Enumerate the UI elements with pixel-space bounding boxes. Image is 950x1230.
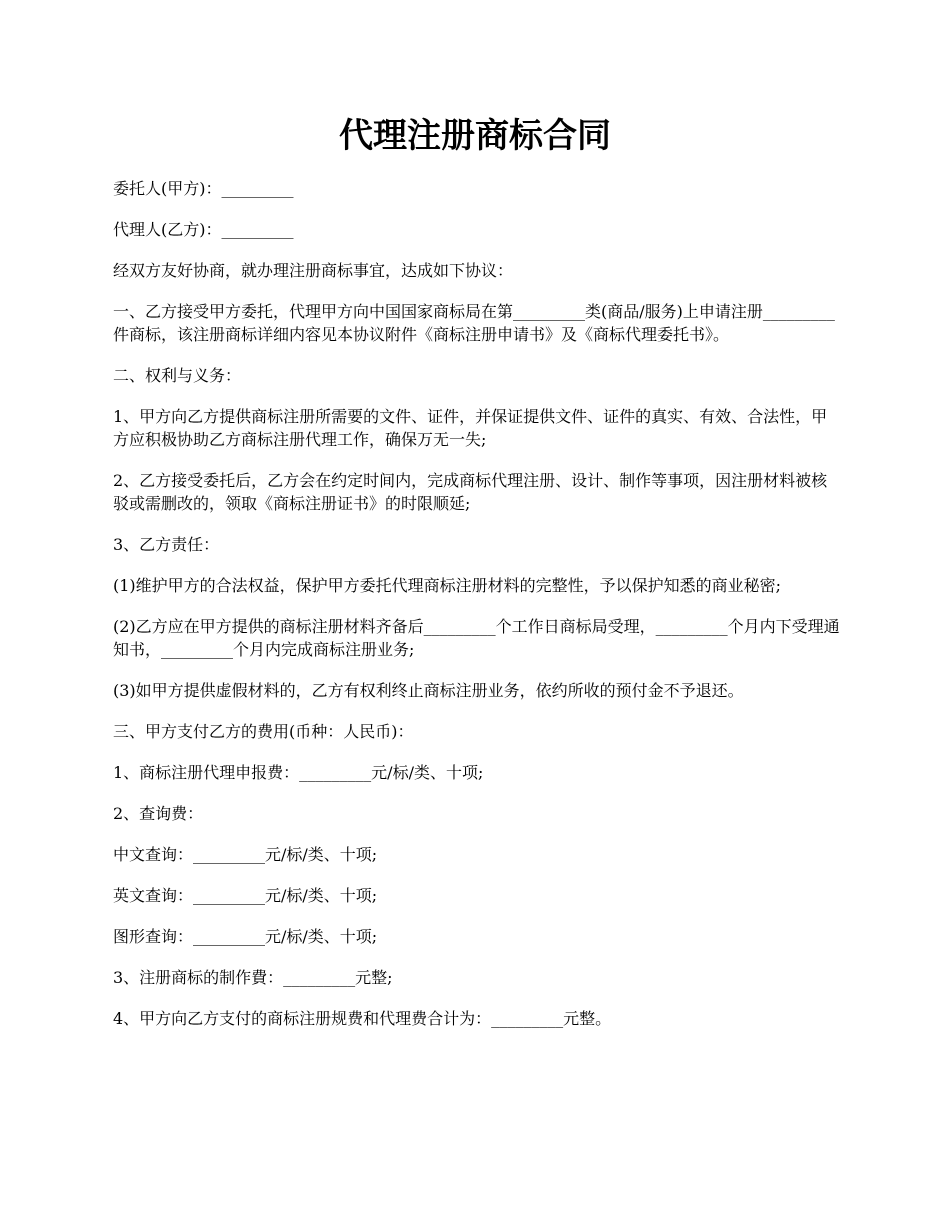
paragraph-item-2-3-heading: 3、乙方责任： — [113, 535, 220, 554]
paragraph-fee-2-chinese: 中文查询：_________元/标/类、十项; — [113, 845, 378, 864]
document-body — [113, 177, 843, 1048]
paragraph-fee-3: 3、注册商标的制作費：_________元整; — [113, 968, 393, 987]
paragraph-fee-2-heading: 2、查询费： — [113, 804, 204, 823]
paragraph-item-2-3-3: (3)如甲方提供虚假材料的，乙方有权利终止商标注册业务，依约所收的预付金不予退还。 — [113, 681, 744, 700]
paragraph-preamble: 经双方友好协商，就办理注册商标事宜，达成如下协议： — [113, 261, 514, 280]
document-title: 代理注册商标合同 — [339, 116, 611, 156]
paragraph-section-2-heading: 二、权利与义务： — [113, 366, 242, 385]
paragraph-item-2-3-1: (1)维护甲方的合法权益，保护甲方委托代理商标注册材料的完整性，予以保护知悉的商业秘密; — [113, 576, 782, 595]
paragraph-clause-1: 一、乙方接受甲方委托，代理甲方向中国国家商标局在第_________类(商品/服务)上申请注册_________件商标，该注册商标详细内容见本协议附件《商标注册申请书》及《商标代理委托书》。 — [113, 302, 835, 344]
paragraph-item-2-1: 1、甲方向乙方提供商标注册所需要的文件、证件，并保证提供文件、证件的真实、有效、合法性，甲方应积极协助乙方商标注册代理工作，确保万无一失; — [113, 407, 828, 449]
paragraph-item-2-3-2: (2)乙方应在甲方提供的商标注册材料齐备后_________个工作日商标局受理，_________个月内下受理通知书，_________个月内完成商标注册业务; — [113, 617, 840, 659]
paragraph-item-2-2: 2、乙方接受委托后，乙方会在约定时间内，完成商标代理注册、设计、制作等事项，因注册材料被核驳或需删改的，领取《商标注册证书》的时限顺延; — [113, 471, 828, 513]
paragraph-fee-2-english: 英文查询：_________元/标/类、十项; — [113, 886, 378, 905]
paragraph-fee-1: 1、商标注册代理申报费：_________元/标/类、十项; — [113, 763, 484, 782]
paragraph-fee-2-graphic: 图形查询：_________元/标/类、十项; — [113, 927, 378, 946]
paragraph-client: 委托人(甲方)：_________ — [113, 179, 294, 198]
paragraph-fee-4: 4、甲方向乙方支付的商标注册规费和代理费合计为：_________元整。 — [113, 1009, 612, 1028]
paragraph-agent: 代理人(乙方)：_________ — [113, 220, 294, 239]
paragraph-section-3-heading: 三、甲方支付乙方的费用(币种：人民币)： — [113, 722, 414, 741]
